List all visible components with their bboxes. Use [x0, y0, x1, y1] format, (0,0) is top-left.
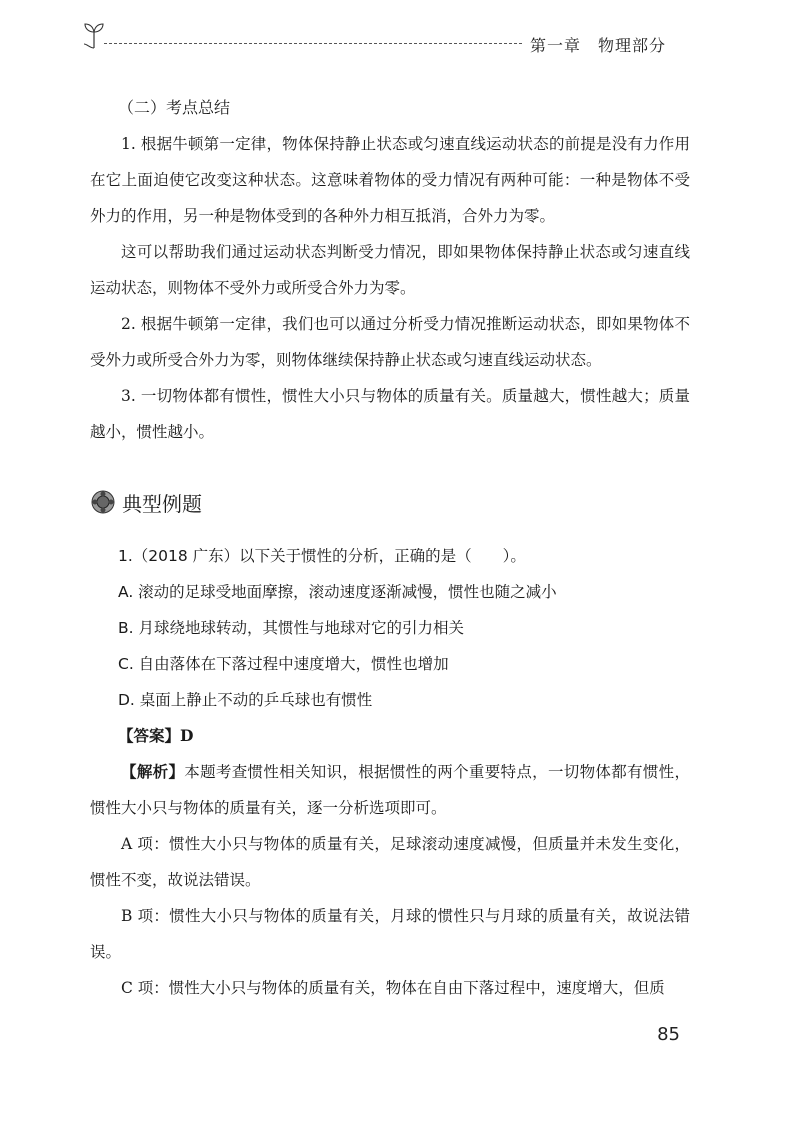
- examples-title: 典型例题: [122, 491, 202, 516]
- header-rule: [104, 43, 522, 44]
- flower-badge-icon: [90, 489, 116, 515]
- answer-label: 【答案】: [118, 726, 181, 745]
- option-d: D. 桌面上静止不动的乒乓球也有惯性: [118, 691, 373, 709]
- answer-line: [90, 718, 690, 754]
- sprout-icon: [82, 20, 106, 50]
- chapter-title: 第一章 物理部分: [530, 36, 667, 55]
- analysis-item: A 项：惯性大小只与物体的质量有关，足球滚动速度减慢，但质量并未发生变化，惯性不变，故说法错误。: [90, 835, 690, 889]
- summary-title: （二）考点总结: [118, 98, 231, 117]
- summary-paragraph: 1. 根据牛顿第一定律，物体保持静止状态或匀速直线运动状态的前提是没有力作用在它上面迫使它改变这种状态。这意味着物体的受力情况有两种可能：一种是物体不受外力的作用，另一种是物体受到的各种外力相互抵消，合外力为零。: [90, 135, 690, 225]
- analysis-item: B 项：惯性大小只与物体的质量有关，月球的惯性只与月球的质量有关，故说法错误。: [90, 907, 690, 961]
- option-a: A. 滚动的足球受地面摩擦，滚动速度逐渐减慢，惯性也随之减小: [118, 583, 557, 601]
- option-b: B. 月球绕地球转动，其惯性与地球对它的引力相关: [118, 619, 464, 637]
- summary-paragraph: 这可以帮助我们通过运动状态判断受力情况，即如果物体保持静止状态或匀速直线运动状态，则物体不受外力或所受合外力为零。: [90, 243, 690, 297]
- summary-paragraph: 3. 一切物体都有惯性，惯性大小只与物体的质量有关。质量越大，惯性越大；质量越小，惯性越小。: [90, 387, 690, 441]
- option-c: C. 自由落体在下落过程中速度增大，惯性也增加: [118, 655, 449, 673]
- question-text: 1.（2018 广东）以下关于惯性的分析，正确的是（ ）。: [118, 547, 526, 565]
- analysis-label: 【解析】: [121, 762, 185, 781]
- page-header: [82, 20, 692, 60]
- analysis-text: 本题考查惯性相关知识，根据惯性的两个重要特点，一切物体都有惯性，惯性大小只与物体的质量有关，逐一分析选项即可。: [90, 763, 690, 817]
- answer-value: D: [180, 726, 194, 745]
- summary-paragraph: 2. 根据牛顿第一定律，我们也可以通过分析受力情况推断运动状态，即如果物体不受外力或所受合外力为零，则物体继续保持静止状态或匀速直线运动状态。: [90, 315, 690, 369]
- page-content: [90, 90, 690, 1006]
- examples-heading: [90, 480, 690, 524]
- analysis-paragraph: [90, 754, 690, 826]
- page-number: 85: [657, 1024, 680, 1045]
- analysis-item: C 项：惯性大小只与物体的质量有关，物体在自由下落过程中，速度增大，但质: [121, 979, 665, 997]
